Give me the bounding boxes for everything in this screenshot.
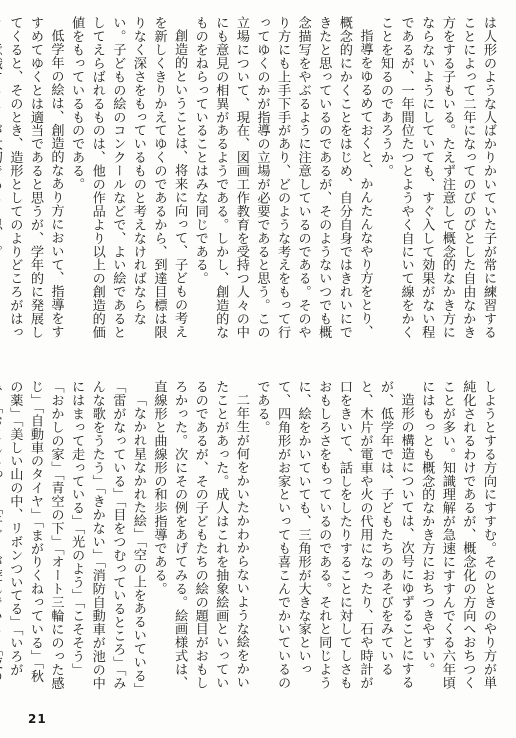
lower-text-block [7,380,498,696]
lower-paragraph-2: 造形の構造については、次号にゆずることにするが、低学年では、子どもたちのあそびをみていると、木片が電車や火の代用になったり、石や時計が口をきいて、話しをしたりすることに対してしさもおもしろさをもっているのである。それと同じように、絵をかいていても、三角形が大きな家といって、四角形がお家といっても喜こんでかいているのである。 [254,380,414,690]
upper-paragraph-1: は人形のような人ばかりかいていた子が常に練習することによって二年になってのびのびとした自由なかき方をする子もいる。たえず注意して概念的なかき方にならないようにしていても、すぐ入して効果がない程であるが、一年間位たつとようやく自にいて線をかくことを知るのであろうか。 [378,16,496,339]
lower-paragraph-1: しようとする方向にすすむ。そのときのやり方が単純化されるわけであるが、概念化の方向へおちつくことが多い。知識理解が急速にすすんでくる六年頃にはもっとも概念的なかき方におちつきやすい。 [419,380,496,690]
upper-paragraph-3: 創造的ということは、将来に向って、子どもの考えを新しくきりかえてゆくのであるから、到達目標は限りなく深さをもっているものと考えなければならない。子どもの絵のコンクールなどで、よい絵であるとしてえらばれるものは、他の作品より以上の創造的価値をもっているものである。 [69,16,188,339]
lower-paragraph-3: 二年生が何をかいたかわからないような絵をかいたことがあった。成人はこれを抽象絵画といっているのであるが、その子どもたちの絵の題目がおもしろかった。次にその例をあげてみる。絵画様式は、直線形と曲線形の和歩指導である。 [151,380,249,690]
upper-paragraph-4: 低学年の絵は、創造的なあり方において、指導をすすめてゆくとは適当であると思うが、学年的に発展してくると、そのとき、造形としてのよりどころがはっ [7,16,64,339]
lower-paragraph-4: 「なかれ星なかれた絵」「空の上をあるいている」「雷がなっている」「目をつむっているところ」「みんな歌をうたう」「きかない」「消防自動車が池の中にはまって走っている」「光のよう」「こそそう」「おかしの家」「青空の下」「オート三輪にのった感じ」「自動車のタイヤ」「まがりくねっている」「秋の薬」「美しい山の中、リボンついてる」「いろが [7,380,146,696]
page-number: 21 [28,712,47,726]
upper-paragraph-2: 指導をゆるめておくと、かんたんなやり方をとり、概念的にかくことをはじめ、自分自身ではきれいにできたと思っているのであるが、そのようないつでも概念描写をやぶるように注意しているのである。そのやり方にも上手下手があり、どのような考えをもって行ってゆくのかが指導の立場が必要であると思う。この立場について、現在、図画工作教育を受持つ人々の中にも意見の相異があるようである。しかし、創造的なものをねらっていることはみな同じである。 [192,16,373,339]
upper-text-block [7,16,498,344]
